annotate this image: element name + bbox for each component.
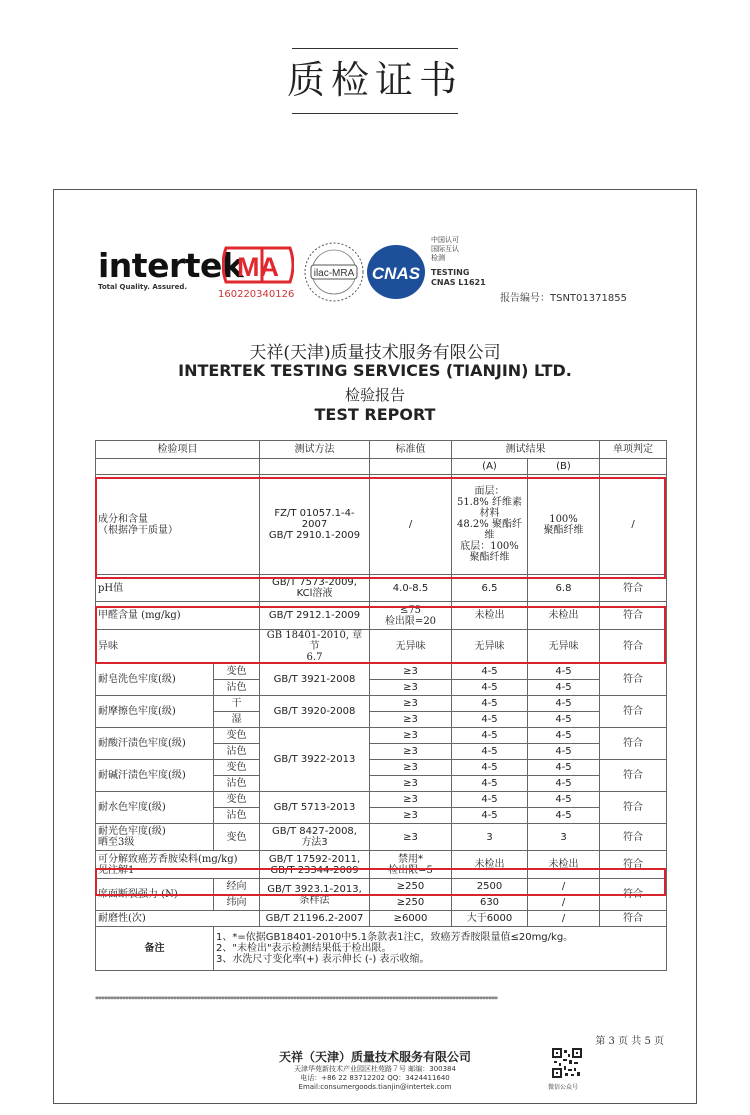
table-row [96,575,667,602]
header-method: 测试方法 [260,441,370,459]
standard-cell: ≥6000 [370,911,452,927]
item-formaldehyde: 甲醛含量 (mg/kg) [96,602,260,630]
item-composition [96,475,260,575]
result-b-cell: 4-5 [528,744,600,760]
result-b-cell: / [528,895,600,911]
result-a-cell: 4-5 [452,776,528,792]
standard-line: 禁用* [398,853,423,865]
result-b-cell: 4-5 [528,728,600,744]
cnas-english-caption [431,268,486,288]
item-light [96,824,214,851]
table-subheader-row [96,459,667,475]
method-line: GB/T 2910.1-2009 [268,530,361,541]
result-b-cell: 4-5 [528,664,600,680]
table-row [96,630,667,664]
header-verdict: 单项判定 [600,441,667,459]
item-ph: pH值 [96,575,260,602]
table-row [96,879,667,895]
item-label: 可分解致癌芳香胺染料(mg/kg) [98,853,238,865]
method-cell: GB/T 2912.1-2009 [260,602,370,630]
result-a-cell: 3 [452,824,528,851]
company-name-english: INTERTEK TESTING SERVICES (TIANJIN) LTD. [178,361,572,380]
item-alkali-sweat: 耐碱汗渍色牢度(级) [96,760,214,792]
cnas-logo-text: CNAS [371,264,421,283]
item-abrasion: 耐磨性(次) [96,911,260,927]
result-line: 51.8% 纤维素 [457,497,522,508]
sub-item: 沾色 [214,808,260,824]
method-line: GB/T 8427-2008, [272,826,357,837]
result-b-cell: 4-5 [528,696,600,712]
standard-cell: ≥3 [370,728,452,744]
ilac-logo-text: ilac-MRA [313,268,355,279]
result-a-cell: 无异味 [452,630,528,664]
verdict-cell: 符合 [600,824,667,851]
method-cell: GB/T 21196.2-2007 [260,911,370,927]
verdict-cell: 符合 [600,602,667,630]
table-row [96,792,667,808]
footer-phone: 电话：+86 22 83712202 QQ：3424411640 [300,1074,450,1082]
result-b-cell: 4-5 [528,760,600,776]
sub-item: 干 [214,696,260,712]
report-number: 报告编号：TSNT01371855 [500,293,627,304]
header-sample-a: (A) [452,459,528,475]
result-a-cell: 6.5 [452,575,528,602]
test-results-table [95,440,667,971]
sub-item: 变色 [214,824,260,851]
result-a-cell: 4-5 [452,696,528,712]
result-b-cell: 未检出 [528,602,600,630]
method-line: GB/T 23344-2009 [270,864,359,876]
item-water: 耐水色牢度(级) [96,792,214,824]
table-row [96,911,667,927]
table-cell [600,459,667,475]
cnas-chinese-caption [431,236,459,263]
table-header-row [96,441,667,459]
method-line: 条样法 [299,894,330,906]
verdict-cell: 符合 [600,630,667,664]
intertek-logo: intertek [98,246,244,285]
table-row [96,602,667,630]
ma-logo-icon [222,246,294,284]
result-a-cell: 未检出 [452,851,528,879]
result-a-cell: 2500 [452,879,528,895]
result-line: 底层：100% [460,541,519,552]
method-cell [260,575,370,602]
cnas-cn-line: 国际互认 [431,245,459,253]
test-report-document [53,189,697,1104]
method-line: GB/T 17592-2011, [268,853,361,865]
qr-caption: 微信公众号 [548,1084,579,1091]
header-item: 检验项目 [96,441,260,459]
table-cell [260,459,370,475]
footer-company: 天祥（天津）质量技术服务有限公司 [278,1050,471,1064]
standard-cell: ≥250 [370,879,452,895]
footer-address: 天津华苑新技术产业园区杜苑路７号 邮编：300384 [294,1065,456,1073]
note-line: 1、*=依据GB18401-2010中5.1条款表1注C，致癌芳香胺限量值≤20mg/kg。 [216,932,574,943]
result-b-cell: / [528,911,600,927]
verdict-cell: 符合 [600,851,667,879]
sub-item: 变色 [214,728,260,744]
page-title: 质检证书 [286,58,463,102]
sub-item: 变色 [214,664,260,680]
result-a-cell: 4-5 [452,680,528,696]
result-a-cell: 未检出 [452,602,528,630]
verdict-cell: 符合 [600,879,667,911]
result-a-cell: 4-5 [452,664,528,680]
result-b-cell: 4-5 [528,712,600,728]
method-line: 方法3 [301,837,328,848]
sub-item: 沾色 [214,776,260,792]
notes-label: 备注 [96,927,214,971]
item-label: 耐光色牢度(级) [98,826,166,837]
report-footer [54,1048,696,1092]
result-b-cell: 4-5 [528,808,600,824]
verdict-cell: 符合 [600,792,667,824]
sub-item: 沾色 [214,680,260,696]
result-a-cell [452,475,528,575]
page-headline [0,48,750,114]
header-standard: 标准值 [370,441,452,459]
result-b-cell: 4-5 [528,680,600,696]
ilac-mra-logo-icon [301,239,367,305]
sub-item: 纬向 [214,895,260,911]
standard-cell [370,851,452,879]
notes-cell [214,927,667,971]
result-b-cell: 6.8 [528,575,600,602]
header-result: 测试结果 [452,441,600,459]
method-line: KCl溶液 [296,588,333,599]
result-b-cell: 未检出 [528,851,600,879]
method-line: GB/T 7573-2009, [272,577,357,588]
result-b-cell: 4-5 [528,792,600,808]
end-of-report-stars: ************************************************************************************************************************************** [95,996,497,1004]
standard-line: 检出限=5 [388,864,433,876]
result-a-cell: 4-5 [452,808,528,824]
result-a-cell: 4-5 [452,744,528,760]
result-line: 维 [484,530,495,541]
result-a-cell: 4-5 [452,792,528,808]
verdict-cell: / [600,475,667,575]
table-cell [370,459,452,475]
sub-item: 经向 [214,879,260,895]
table-row [96,851,667,879]
intertek-tagline: Total Quality. Assured. [98,283,187,291]
item-tear-strength: 席面断裂强力 (N) [96,879,214,911]
result-line: 48.2% 聚酯纤 [457,519,522,530]
cnas-logo-icon [365,241,427,303]
item-sublabel: （根据净干质量） [98,524,178,536]
standard-cell: 4.0-8.5 [370,575,452,602]
method-cell: GB/T 5713-2013 [260,792,370,824]
table-row [96,760,667,776]
cnas-cn-line: 检测 [431,254,445,262]
table-row [96,664,667,680]
method-cell [260,879,370,911]
item-rubbing: 耐摩擦色牢度(级) [96,696,214,728]
standard-cell: ≥3 [370,824,452,851]
item-sublabel: 晒至3级 [98,837,135,848]
item-acid-sweat: 耐酸汗渍色牢度(级) [96,728,214,760]
method-cell: GB/T 3921-2008 [260,664,370,696]
item-azo-dyes [96,851,260,879]
verdict-cell: 符合 [600,911,667,927]
result-a-cell: 大于6000 [452,911,528,927]
method-line: GB 18401-2010, 章节 [266,630,363,652]
method-cell [260,630,370,664]
footer-email: Email:consumergoods.tianjin@intertek.com [298,1083,452,1091]
result-line: 材料 [479,508,500,519]
result-a-cell: 4-5 [452,760,528,776]
result-b-cell: / [528,879,600,895]
note-line: 2、"未检出"表示检测结果低于检出限。 [216,943,392,954]
sub-item: 沾色 [214,744,260,760]
table-row [96,824,667,851]
sub-item: 变色 [214,760,260,776]
sub-item: 湿 [214,712,260,728]
verdict-cell: 符合 [600,696,667,728]
standard-cell: ≥3 [370,680,452,696]
ma-certificate-number: 160220340126 [218,289,295,300]
method-cell [260,851,370,879]
method-cell [260,475,370,575]
result-line: 面层： [474,486,505,497]
result-line: 聚酯纤维 [543,524,584,536]
verdict-cell: 符合 [600,728,667,760]
logo-row [98,236,668,304]
table-row [96,696,667,712]
result-b-cell [528,475,600,575]
standard-cell: ≥3 [370,744,452,760]
standard-cell: ≥3 [370,696,452,712]
cnas-en-line: CNAS L1621 [431,278,486,287]
result-a-cell: 630 [452,895,528,911]
wechat-qr-code-icon [552,1048,582,1078]
header-sample-b: (B) [528,459,600,475]
note-line: 3、水洗尺寸变化率(+) 表示伸长 (-) 表示收缩。 [216,954,430,965]
method-cell: GB/T 3922-2013 [260,728,370,792]
item-label: 成分和含量 [98,513,148,525]
result-line: 100% [549,513,578,525]
standard-line: ≤75 [399,604,422,616]
standard-cell: ≥3 [370,760,452,776]
table-cell [96,459,260,475]
standard-cell: ≥3 [370,808,452,824]
standard-cell: ≥250 [370,895,452,911]
standard-cell: 无异味 [370,630,452,664]
result-a-cell: 4-5 [452,712,528,728]
standard-cell: ≥3 [370,664,452,680]
sub-item: 变色 [214,792,260,808]
standard-cell: ≥3 [370,712,452,728]
table-row [96,475,667,575]
method-line: 6.7 [306,652,323,663]
standard-cell [370,602,452,630]
page-number: 第 3 页 共 5 页 [595,1036,664,1047]
report-title-chinese: 检验报告 [344,386,405,404]
standard-cell: / [370,475,452,575]
method-cell [260,824,370,851]
report-title-english: TEST REPORT [314,405,436,424]
standard-cell: ≥3 [370,792,452,808]
item-soap-wash: 耐皂洗色牢度(级) [96,664,214,696]
cnas-cn-line: 中国认可 [431,236,459,244]
headline-bottom-rule [292,113,458,114]
item-odor: 异味 [96,630,260,664]
verdict-cell: 符合 [600,760,667,792]
company-name-chinese: 天祥(天津)质量技术服务有限公司 [249,343,501,363]
ma-logo-text: MA [237,252,279,282]
cnas-en-line: TESTING [431,268,470,277]
verdict-cell: 符合 [600,575,667,602]
standard-line: 检出限=20 [384,615,437,627]
result-b-cell: 3 [528,824,600,851]
notes-row [96,927,667,971]
result-a-cell: 4-5 [452,728,528,744]
result-b-cell: 无异味 [528,630,600,664]
result-b-cell: 4-5 [528,776,600,792]
result-line: 聚酯纤维 [469,552,510,563]
method-cell: GB/T 3920-2008 [260,696,370,728]
standard-cell: ≥3 [370,776,452,792]
verdict-cell: 符合 [600,664,667,696]
item-sublabel: 见注解1 [98,864,135,876]
table-row [96,728,667,744]
method-line: FZ/T 01057.1-4-2007 [274,508,355,530]
method-line: GB/T 3923.1-2013, [267,883,362,895]
